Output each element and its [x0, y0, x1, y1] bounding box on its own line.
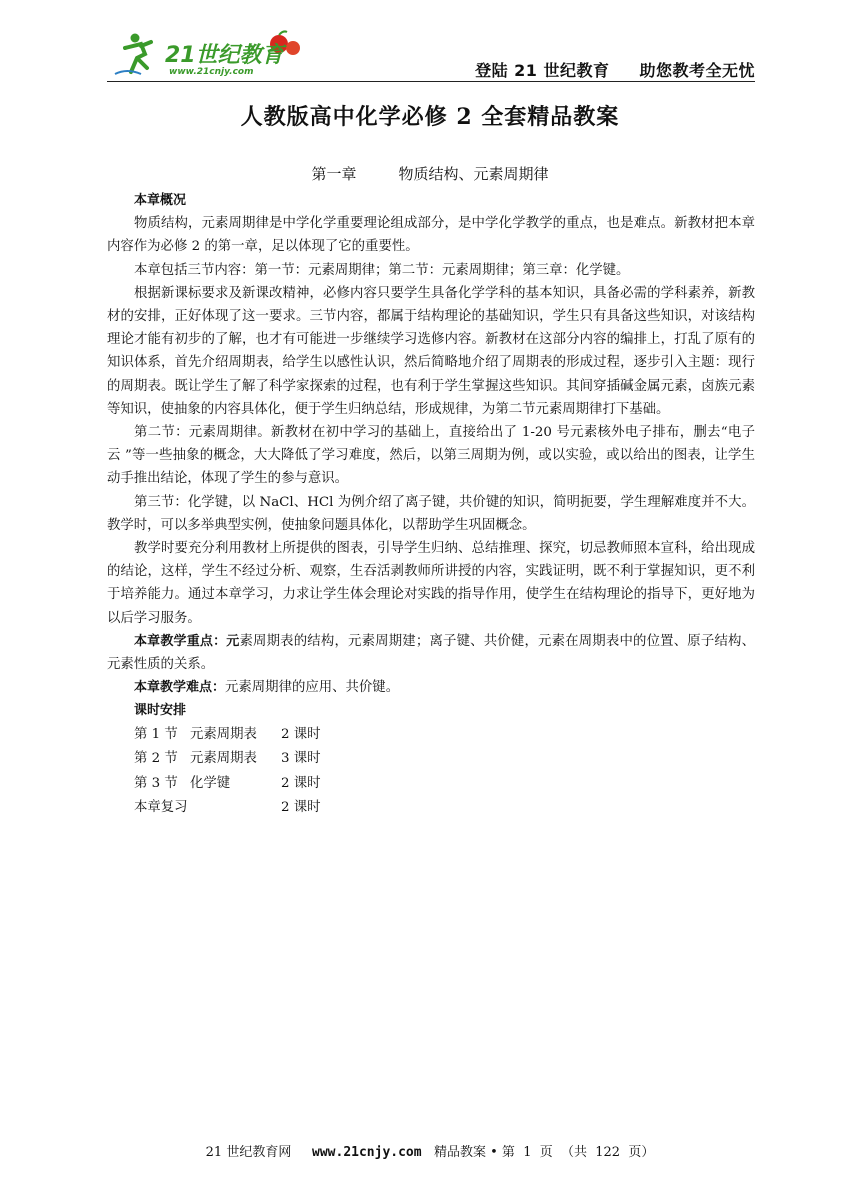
schedule-topic: 元素周期表 — [190, 751, 257, 767]
overview-heading: 本章概况 — [134, 193, 187, 208]
schedule-section: 第 3 节 — [134, 775, 178, 791]
schedule-hours: 2 课时 — [281, 775, 321, 791]
key-points-paragraph — [107, 630, 755, 676]
key-points-text: 素周期表的结构，元素周期建；离子键、共价健，元素在周期表中的位置、原子结构、元素性质的关系。 — [107, 633, 755, 673]
paragraph: 物质结构，元素周期律是中学化学重要理论组成部分，是中学化学教学的重点，也是难点。新教材把本章内容作为必修 2 的第一章，足以体现了它的重要性。 — [107, 216, 755, 255]
footer-page-info: 精品教案 • 第 1 页 （共 122 页） — [434, 1145, 655, 1160]
schedule-section: 第 1 节 — [134, 726, 178, 742]
schedule-row — [134, 796, 755, 821]
schedule-topic: 元素周期表 — [190, 726, 257, 742]
footer-site-name: 21 世纪教育网 — [205, 1145, 292, 1160]
page-footer — [0, 1141, 860, 1160]
document-title: 人教版高中化学必修 2 全套精品教案 — [240, 104, 620, 130]
slogan-tagline: 助您教考全无忧 — [639, 61, 755, 80]
schedule-heading: 课时安排 — [134, 703, 187, 719]
key-points-label: 本章教学重点： — [134, 633, 227, 649]
chapter-number: 第一章 — [311, 165, 357, 183]
difficult-points-paragraph — [107, 676, 755, 699]
schedule-row — [134, 723, 755, 748]
paragraph: 第二节：元素周期律。新教材在初中学习的基础上，直接给出了 1-20 号元素核外电子排布，删去“电子云 ”等一些抽象的概念，大大降低了学习难度，然后，以第三周期为例，或以实验，或以给出的图表，让学生动手推出结论，体现了学生的参与意识。 — [107, 425, 755, 487]
key-points-bold-char: 元 — [226, 633, 240, 649]
schedule-section: 第 2 节 — [134, 751, 178, 767]
paragraph: 根据新课标要求及新课改精神，必修内容只要学生具备化学学科的基本知识，具备必需的学科素养，新教材的安排，正好体现了这一要求。三节内容，都属于结构理论的基础知识，学生只有具备这些知识，对该结构理论才能有初步的了解，也才有可能进一步继续学习选修内容。新教材在这部分内容的编排上，打乱了原有的知识体系，首先介绍周期表，给学生以感性认识，然后简略地介绍了周期表的形成过程，逐步引入主题：现行的周期表。既让学生了解了科学家探索的过程，也有利于学生掌握这些知识。其间穿插碱金属元素，卤族元素等知识，使抽象的内容具体化，便于学生归纳总结，形成规律，为第二节元素周期律打下基础。 — [107, 285, 755, 417]
schedule-row — [134, 772, 755, 797]
logo-text: 21世纪教育 — [165, 43, 284, 68]
header-divider — [107, 81, 755, 82]
schedule-hours: 2 课时 — [281, 726, 321, 742]
schedule-section: 本章复习 — [134, 800, 188, 816]
difficult-points-label: 本章教学难点： — [134, 680, 226, 696]
logo-url: www.21cnjy.com — [169, 67, 254, 77]
schedule-hours: 3 课时 — [281, 751, 321, 767]
site-logo[interactable] — [107, 28, 307, 80]
document-body — [107, 189, 755, 821]
schedule-topic: 化学键 — [190, 775, 231, 791]
page-header — [107, 28, 755, 84]
slogan-login[interactable]: 登陆 21 世纪教育 — [475, 61, 610, 80]
schedule-row — [134, 747, 755, 772]
paragraph: 教学时要充分利用教材上所提供的图表，引导学生归纳、总结推理、探究，切忌教师照本宣科，给出现成的结论，这样，学生不经过分析、观察，生吞活剥教师所讲授的内容，实践证明，既不利于掌握知识，更不利于培养能力。通过本章学习，力求让学生体会理论对实践的指导作用，使学生在结构理论的指导下，更好地为以后学习服务。 — [107, 541, 755, 626]
paragraph: 本章包括三节内容：第一节：元素周期律；第二节：元素周期律；第三章：化学键。 — [134, 262, 630, 278]
chapter-title: 物质结构、元素周期律 — [398, 165, 549, 183]
chapter-heading — [0, 163, 860, 184]
header-slogan — [475, 58, 755, 81]
paragraph: 第三节：化学键，以 NaCl、HCl 为例介绍了离子键，共价键的知识，简明扼要，学生理解难度并不大。教学时，可以多举典型实例，使抽象问题具体化，以帮助学生巩固概念。 — [107, 494, 755, 533]
difficult-points-text: 元素周期律的应用、共价键。 — [225, 680, 400, 696]
schedule-table — [107, 723, 755, 821]
footer-site-url[interactable]: www.21cnjy.com — [312, 1145, 422, 1160]
schedule-hours: 2 课时 — [281, 800, 321, 816]
running-figure-icon — [115, 34, 151, 75]
